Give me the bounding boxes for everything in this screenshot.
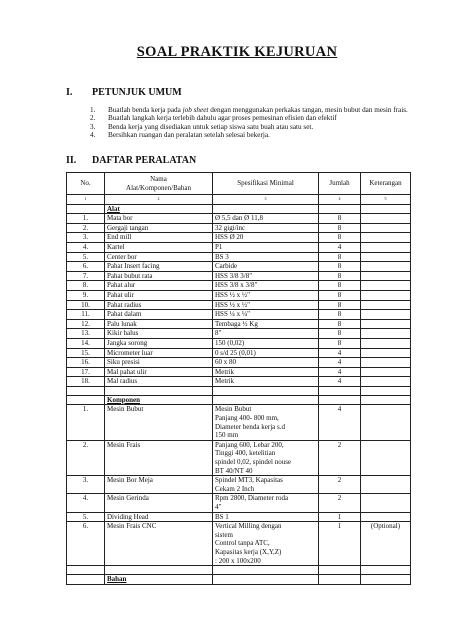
table-row <box>67 310 411 320</box>
cell-jumlah: 2 <box>319 476 361 494</box>
cell-no: 1. <box>67 405 105 440</box>
spec-line: Kapasitas kerja (X,Y,Z) <box>215 547 282 556</box>
cell-spesifikasi: Metrik <box>213 367 319 377</box>
index-cell: 4 <box>319 195 361 205</box>
header-nama <box>105 173 213 195</box>
instruction-number: 3. <box>90 122 96 131</box>
table-row <box>67 476 411 494</box>
cell-spesifikasi: HSS ¼ x ¼" <box>213 310 319 320</box>
cell-keterangan <box>361 242 411 252</box>
group-label: Alat <box>107 204 120 213</box>
cell-keterangan <box>361 300 411 310</box>
instruction-list <box>90 106 420 140</box>
group-label: Bahan <box>107 575 127 584</box>
spec-line: : 200 x 100x200 <box>215 556 261 565</box>
cell-keterangan <box>361 512 411 522</box>
table-row <box>67 440 411 475</box>
cell-jumlah: 8 <box>319 214 361 224</box>
blank-cell <box>213 386 319 395</box>
cell-no: 6. <box>67 262 105 272</box>
cell-no: 14. <box>67 338 105 348</box>
cell-keterangan <box>361 290 411 300</box>
cell-nama: Kikir halus <box>105 329 213 339</box>
cell-jumlah: 8 <box>319 271 361 281</box>
spec-line: Mesin Bubut <box>215 405 252 414</box>
equipment-table <box>66 172 411 585</box>
section-1-title: PETUNJUK UMUM <box>92 87 182 98</box>
table-row <box>67 281 411 291</box>
instruction-text-part: Benda kerja yang disediakan untuk setiap siswa satu buah atau satu set. <box>108 122 314 131</box>
blank-row <box>67 386 411 395</box>
cell-jumlah: 8 <box>319 290 361 300</box>
group-empty-cell <box>319 204 361 214</box>
cell-nama: Mal pahat ulir <box>105 367 213 377</box>
cell-no: 11. <box>67 310 105 320</box>
group-empty-cell <box>361 575 411 585</box>
table-row <box>67 271 411 281</box>
cell-keterangan <box>361 494 411 512</box>
table-row <box>67 300 411 310</box>
table-row <box>67 512 411 522</box>
cell-no: 6. <box>67 522 105 566</box>
cell-no: 16. <box>67 358 105 368</box>
cell-nama: Mesin Bubut <box>105 405 213 440</box>
cell-spesifikasi <box>213 440 319 475</box>
cell-spesifikasi: Metrik <box>213 377 319 387</box>
cell-spesifikasi <box>213 522 319 566</box>
instruction-item <box>90 106 420 114</box>
instruction-emphasis: job sheet <box>182 106 209 114</box>
cell-jumlah: 2 <box>319 494 361 512</box>
cell-keterangan <box>361 476 411 494</box>
cell-keterangan <box>361 358 411 368</box>
cell-jumlah: 8 <box>319 262 361 272</box>
spec-line: sistem <box>215 530 233 539</box>
cell-no: 5. <box>67 512 105 522</box>
cell-nama: Pahat dalam <box>105 310 213 320</box>
instruction-number: 2. <box>90 114 96 123</box>
table-row <box>67 522 411 566</box>
cell-nama: End mill <box>105 233 213 243</box>
cell-keterangan <box>361 310 411 320</box>
section-2-title: DAFTAR PERALATAN <box>92 155 197 166</box>
cell-no: 2. <box>67 440 105 475</box>
blank-cell <box>105 566 213 575</box>
spec-line: Diameter benda kerja s.d <box>215 422 285 431</box>
cell-no: 3. <box>67 476 105 494</box>
cell-keterangan <box>361 252 411 262</box>
blank-row <box>67 566 411 575</box>
cell-spesifikasi: P1 <box>213 242 319 252</box>
section-2-heading <box>66 155 196 166</box>
cell-nama: Pahat bubut rata <box>105 271 213 281</box>
cell-no: 10. <box>67 300 105 310</box>
table-row <box>67 338 411 348</box>
cell-nama: Pahat Insert facing <box>105 262 213 272</box>
blank-cell <box>319 386 361 395</box>
instruction-text <box>108 106 420 114</box>
cell-nama: Mal radius <box>105 377 213 387</box>
table-row <box>67 252 411 262</box>
group-empty-cell <box>67 204 105 214</box>
cell-jumlah: 8 <box>319 310 361 320</box>
group-row-alat <box>67 204 411 214</box>
cell-no: 5. <box>67 252 105 262</box>
cell-nama: Siku presisi <box>105 358 213 368</box>
cell-keterangan <box>361 223 411 233</box>
cell-jumlah: 4 <box>319 405 361 440</box>
instruction-text-part: Buatlah langkah kerja terlebih dahulu agar proses pemesinan efisien dan efektif <box>108 114 337 123</box>
cell-keterangan <box>361 319 411 329</box>
cell-nama: Jangka sorong <box>105 338 213 348</box>
cell-keterangan <box>361 214 411 224</box>
cell-jumlah: 4 <box>319 348 361 358</box>
group-label: Komponen <box>107 395 141 404</box>
header-spesifikasi: Spesifikasi Minimal <box>213 173 319 195</box>
cell-spesifikasi <box>213 476 319 494</box>
cell-nama: Pahat alur <box>105 281 213 291</box>
instruction-text-part: Buatlah benda kerja pada <box>108 106 183 114</box>
instruction-number: 4. <box>90 131 96 140</box>
spec-line: BT 40/NT 40 <box>215 466 253 475</box>
section-1-number: I. <box>66 87 73 98</box>
cell-no: 4. <box>67 494 105 512</box>
table-row <box>67 494 411 512</box>
cell-spesifikasi: HSS 3/8 3/8" <box>213 271 319 281</box>
cell-nama: Pahat radius <box>105 300 213 310</box>
table-row <box>67 223 411 233</box>
cell-nama: Center bor <box>105 252 213 262</box>
cell-spesifikasi <box>213 494 319 512</box>
cell-keterangan <box>361 377 411 387</box>
cell-jumlah: 8 <box>319 329 361 339</box>
cell-keterangan <box>361 262 411 272</box>
cell-no: 17. <box>67 367 105 377</box>
cell-nama: Palu lunak <box>105 319 213 329</box>
table-row <box>67 242 411 252</box>
cell-keterangan <box>361 271 411 281</box>
cell-nama: Mesin Bor Meja <box>105 476 213 494</box>
group-label-cell <box>105 204 213 214</box>
cell-jumlah: 8 <box>319 281 361 291</box>
cell-no: 2. <box>67 223 105 233</box>
cell-keterangan: (Optional) <box>361 522 411 566</box>
cell-nama: Dividing Head <box>105 512 213 522</box>
cell-jumlah: 1 <box>319 512 361 522</box>
header-nama-line2: Alat/Komponen/Bahan <box>126 183 191 192</box>
instruction-item <box>90 123 420 131</box>
spec-line: Vertical Milling dengan <box>215 522 282 531</box>
table-row <box>67 262 411 272</box>
cell-spesifikasi: 60 x 80 <box>213 358 319 368</box>
blank-cell <box>213 566 319 575</box>
group-empty-cell <box>67 575 105 585</box>
cell-keterangan <box>361 338 411 348</box>
cell-keterangan <box>361 367 411 377</box>
cell-no: 1. <box>67 214 105 224</box>
cell-spesifikasi <box>213 405 319 440</box>
table-row <box>67 290 411 300</box>
cell-keterangan <box>361 329 411 339</box>
cell-nama: Gergaji tangan <box>105 223 213 233</box>
cell-spesifikasi: Tembaga ½ Kg <box>213 319 319 329</box>
table-row <box>67 367 411 377</box>
section-2-number: II. <box>66 155 77 166</box>
blank-cell <box>319 566 361 575</box>
instruction-number: 1. <box>90 106 96 114</box>
blank-cell <box>67 566 105 575</box>
cell-nama: Mesin Gerinda <box>105 494 213 512</box>
cell-spesifikasi: HSS 3/8 x 3/8" <box>213 281 319 291</box>
table-row <box>67 319 411 329</box>
cell-no: 12. <box>67 319 105 329</box>
cell-spesifikasi: 32 gigi/inc <box>213 223 319 233</box>
cell-spesifikasi: HSS Ø 20 <box>213 233 319 243</box>
cell-jumlah: 8 <box>319 223 361 233</box>
table-row <box>67 377 411 387</box>
group-row-komponen <box>67 395 411 405</box>
cell-no: 15. <box>67 348 105 358</box>
group-empty-cell <box>361 204 411 214</box>
instruction-text <box>108 131 420 139</box>
cell-spesifikasi: HSS ½ x ½" <box>213 300 319 310</box>
group-empty-cell <box>213 204 319 214</box>
header-no: No. <box>67 173 105 195</box>
group-empty-cell <box>361 395 411 405</box>
spec-line: Panjang 400- 800 mm, <box>215 414 279 423</box>
index-cell: 2 <box>105 195 213 205</box>
table-index-row <box>67 195 411 205</box>
cell-jumlah: 8 <box>319 300 361 310</box>
header-jumlah: Jumlah <box>319 173 361 195</box>
table-row <box>67 233 411 243</box>
cell-no: 9. <box>67 290 105 300</box>
spec-line: spindel 0,02, spindel nouse <box>215 458 292 467</box>
cell-no: 3. <box>67 233 105 243</box>
header-nama-line1: Nama <box>150 174 167 183</box>
blank-cell <box>105 386 213 395</box>
group-row-bahan <box>67 575 411 585</box>
cell-nama: Micrometer luar <box>105 348 213 358</box>
table-row <box>67 358 411 368</box>
table-row <box>67 329 411 339</box>
cell-nama: Kartel <box>105 242 213 252</box>
cell-spesifikasi: HSS ½ x ½" <box>213 290 319 300</box>
instruction-text-part: dengan menggunakan perkakas tangan, mesin bubut dan mesin frais. <box>208 106 408 114</box>
cell-jumlah: 8 <box>319 233 361 243</box>
instruction-item <box>90 131 420 139</box>
cell-nama: Mesin Frais <box>105 440 213 475</box>
table-row <box>67 214 411 224</box>
spec-line: Cekam 2 Inch <box>215 484 255 493</box>
cell-jumlah: 8 <box>319 338 361 348</box>
spec-line: 4" <box>215 503 222 511</box>
spec-line: 150 mm <box>215 431 239 440</box>
cell-jumlah: 4 <box>319 242 361 252</box>
cell-jumlah: 1 <box>319 522 361 566</box>
cell-nama: Pahat ulir <box>105 290 213 300</box>
instruction-text-part: Bersihkan ruangan dan peralatan setelah selesai bekerja. <box>108 131 270 140</box>
cell-no: 4. <box>67 242 105 252</box>
cell-keterangan <box>361 233 411 243</box>
cell-jumlah: 4 <box>319 377 361 387</box>
cell-spesifikasi: BS 3 <box>213 252 319 262</box>
spec-line: BS 1 <box>215 512 229 521</box>
index-cell: 1 <box>67 195 105 205</box>
group-empty-cell <box>319 575 361 585</box>
index-cell: 3 <box>213 195 319 205</box>
cell-spesifikasi: 0 s/d 25 (0,01) <box>213 348 319 358</box>
cell-spesifikasi: Carbide <box>213 262 319 272</box>
blank-cell <box>67 386 105 395</box>
group-empty-cell <box>213 395 319 405</box>
cell-keterangan <box>361 440 411 475</box>
table-row <box>67 348 411 358</box>
cell-jumlah: 4 <box>319 367 361 377</box>
blank-cell <box>361 566 411 575</box>
cell-jumlah: 8 <box>319 319 361 329</box>
cell-nama: Mata bor <box>105 214 213 224</box>
instruction-text <box>108 123 420 131</box>
instruction-item <box>90 114 420 122</box>
cell-spesifikasi: 150 (0,02) <box>213 338 319 348</box>
spec-line: Tinggi 400, ketelitian <box>215 449 276 458</box>
group-label-cell <box>105 395 213 405</box>
cell-jumlah: 2 <box>319 440 361 475</box>
group-empty-cell <box>67 395 105 405</box>
table-header-row <box>67 173 411 195</box>
group-empty-cell <box>319 395 361 405</box>
header-keterangan: Keterangan <box>361 173 411 195</box>
cell-jumlah: 4 <box>319 358 361 368</box>
index-cell: 5 <box>361 195 411 205</box>
group-label-cell <box>105 575 213 585</box>
cell-keterangan <box>361 281 411 291</box>
cell-nama: Mesin Frais CNC <box>105 522 213 566</box>
spec-line: Rpm 2800, Diameter roda <box>215 494 289 503</box>
group-empty-cell <box>213 575 319 585</box>
instruction-text <box>108 114 420 122</box>
cell-keterangan <box>361 348 411 358</box>
cell-no: 18. <box>67 377 105 387</box>
cell-no: 8. <box>67 281 105 291</box>
spec-line: Control tanpa ATC, <box>215 539 270 548</box>
cell-no: 13. <box>67 329 105 339</box>
cell-spesifikasi: 8" <box>213 329 319 339</box>
blank-cell <box>361 386 411 395</box>
cell-no: 7. <box>67 271 105 281</box>
cell-keterangan <box>361 405 411 440</box>
spec-line: Spindel MT3, Kapasitas <box>215 476 283 485</box>
cell-spesifikasi <box>213 512 319 522</box>
cell-spesifikasi: Ø 5,5 dan Ø 11,8 <box>213 214 319 224</box>
section-1-heading <box>66 87 182 98</box>
document-title: SOAL PRAKTIK KEJURUAN <box>136 44 338 60</box>
table-row <box>67 405 411 440</box>
spec-line: Panjang 600, Lebar 200, <box>215 440 284 449</box>
cell-jumlah: 8 <box>319 252 361 262</box>
